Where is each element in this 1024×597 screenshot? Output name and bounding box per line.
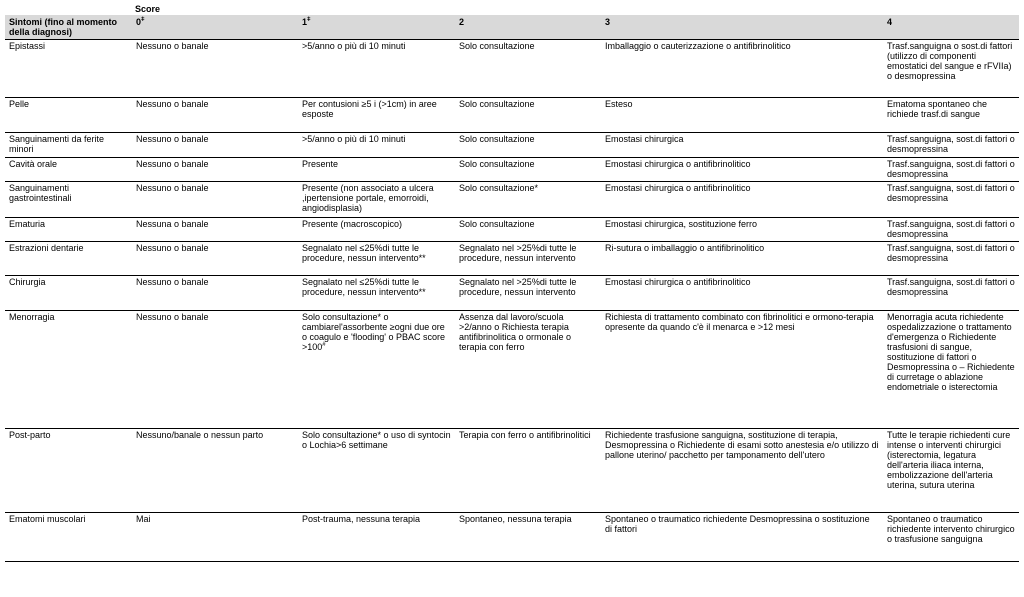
cell-score-3: Emostasi chirurgica bbox=[601, 133, 883, 158]
cell-symptom: Cavità orale bbox=[5, 158, 132, 182]
cell-score-0: Nessuno o banale bbox=[132, 40, 298, 98]
score-title: Score bbox=[135, 4, 161, 14]
cell-score-2: Assenza dal lavoro/scuola >2/anno o Richiesta terapia antifibrinolitica o ormonale o terapia con ferro bbox=[455, 311, 601, 429]
cell-score-1: Per contusioni ≥5 i (>1cm) in aree esposte bbox=[298, 98, 455, 133]
cell-score-4: Trasf.sanguigna, sost.di fattori o desmopressina bbox=[883, 276, 1019, 311]
cell-score-3: Spontaneo o traumatico richiedente Desmopressina o sostituzione di fattori bbox=[601, 513, 883, 562]
cell-score-3: Emostasi chirurgica o antifibrinolitico bbox=[601, 158, 883, 182]
table-row bbox=[5, 311, 1019, 429]
cell-score-2: Solo consultazione bbox=[455, 133, 601, 158]
cell-score-1-sup: # bbox=[322, 342, 326, 348]
cell-score-4: Trasf.sanguigna, sost.di fattori o desmopressina bbox=[883, 158, 1019, 182]
table-row bbox=[5, 218, 1019, 242]
cell-score-0: Nessuno o banale bbox=[132, 311, 298, 429]
header-score-0-label: 0 bbox=[136, 17, 142, 27]
header-score-4: 4 bbox=[883, 15, 1019, 40]
cell-score-3: Imballaggio o cauterizzazione o antifibrinolitico bbox=[601, 40, 883, 98]
cell-score-2: Solo consultazione bbox=[455, 40, 601, 98]
cell-score-2: Spontaneo, nessuna terapia bbox=[455, 513, 601, 562]
cell-symptom: Sanguinamenti da ferite minori bbox=[5, 133, 132, 158]
cell-score-4: Tutte le terapie richiedenti cure intense o interventi chirurgici (isterectomia, legatura dell'arteria iliaca interna, embolizzazione dell'arteria uterina, sutura uterina bbox=[883, 429, 1019, 513]
cell-score-1: Segnalato nel ≤25%di tutte le procedure, nessun intervento** bbox=[298, 276, 455, 311]
cell-symptom: Estrazioni dentarie bbox=[5, 242, 132, 276]
table-row bbox=[5, 182, 1019, 218]
cell-score-4: Trasf.sanguigna, sost.di fattori o desmopressina bbox=[883, 182, 1019, 218]
header-score-1-sup: ǂ bbox=[307, 17, 311, 23]
header-score-1-label: 1 bbox=[302, 17, 308, 27]
cell-score-3: Emostasi chirurgica, sostituzione ferro bbox=[601, 218, 883, 242]
cell-score-2: Segnalato nel >25%di tutte le procedure, nessun intervento bbox=[455, 242, 601, 276]
table-row bbox=[5, 276, 1019, 311]
bleeding-score-table bbox=[5, 15, 1019, 562]
cell-score-1: >5/anno o più di 10 minuti bbox=[298, 40, 455, 98]
header-score-3: 3 bbox=[601, 15, 883, 40]
table-row bbox=[5, 429, 1019, 513]
cell-score-4: Trasf.sanguigna, sost.di fattori o desmopressina bbox=[883, 133, 1019, 158]
cell-score-2: Solo consultazione bbox=[455, 158, 601, 182]
cell-score-0: Nessuno o banale bbox=[132, 133, 298, 158]
table-row bbox=[5, 513, 1019, 562]
cell-score-1: Segnalato nel ≤25%di tutte le procedure, nessun intervento** bbox=[298, 242, 455, 276]
header-score-1 bbox=[298, 15, 455, 40]
table-row bbox=[5, 242, 1019, 276]
cell-score-4: Trasf.sanguigna o sost.di fattori (utilizzo di componenti emostatici del sangue e rFVIIa) o desmopressina bbox=[883, 40, 1019, 98]
header-score-0 bbox=[132, 15, 298, 40]
cell-score-0: Nessuno o banale bbox=[132, 158, 298, 182]
cell-score-1 bbox=[298, 311, 455, 429]
header-score-2: 2 bbox=[455, 15, 601, 40]
header-row bbox=[5, 15, 1019, 40]
table-row bbox=[5, 98, 1019, 133]
cell-score-3: Emostasi chirurgica o antifibrinolitico bbox=[601, 276, 883, 311]
cell-score-3: Richiedente trasfusione sanguigna, sostituzione di terapia, Desmopressina o Richiedente di esami sotto anestesia e/o utilizzo di pallone uterino/ pacchetto per tamponamento dell'utero bbox=[601, 429, 883, 513]
cell-score-1: Post-trauma, nessuna terapia bbox=[298, 513, 455, 562]
cell-symptom: Sanguinamenti gastrointestinali bbox=[5, 182, 132, 218]
cell-score-3: Ri-sutura o imballaggio o antifibrinolitico bbox=[601, 242, 883, 276]
cell-score-0: Nessuno o banale bbox=[132, 242, 298, 276]
cell-score-4: Spontaneo o traumatico richiedente intervento chirurgico o trasfusione sanguigna bbox=[883, 513, 1019, 562]
cell-score-4: Ematoma spontaneo che richiede trasf.di sangue bbox=[883, 98, 1019, 133]
cell-score-1-text: Solo consultazione* o cambiarel'assorbente ≥ogni due ore o coagulo e 'flooding' o PBAC score >100 bbox=[302, 312, 446, 352]
cell-score-2: Solo consultazione* bbox=[455, 182, 601, 218]
cell-symptom: Chirurgia bbox=[5, 276, 132, 311]
cell-score-1: Presente bbox=[298, 158, 455, 182]
cell-score-0: Mai bbox=[132, 513, 298, 562]
cell-score-0: Nessuna o banale bbox=[132, 218, 298, 242]
table-row bbox=[5, 40, 1019, 98]
header-symptoms: Sintomi (fino al momento della diagnosi) bbox=[5, 15, 132, 40]
cell-score-0: Nessuno o banale bbox=[132, 98, 298, 133]
table-row bbox=[5, 133, 1019, 158]
cell-score-2: Segnalato nel >25%di tutte le procedure, nessun intervento bbox=[455, 276, 601, 311]
cell-score-0: Nessuno o banale bbox=[132, 276, 298, 311]
cell-symptom: Ematuria bbox=[5, 218, 132, 242]
cell-score-2: Solo consultazione bbox=[455, 218, 601, 242]
cell-score-1: >5/anno o più di 10 minuti bbox=[298, 133, 455, 158]
cell-score-3: Esteso bbox=[601, 98, 883, 133]
header-score-0-sup: ǂ bbox=[141, 17, 145, 23]
table-row bbox=[5, 158, 1019, 182]
cell-symptom: Menorragia bbox=[5, 311, 132, 429]
cell-symptom: Ematomi muscolari bbox=[5, 513, 132, 562]
cell-score-1: Presente (macroscopico) bbox=[298, 218, 455, 242]
cell-score-0: Nessuno o banale bbox=[132, 182, 298, 218]
cell-score-2: Solo consultazione bbox=[455, 98, 601, 133]
cell-symptom: Post-parto bbox=[5, 429, 132, 513]
cell-score-4: Trasf.sanguigna, sost.di fattori o desmopressina bbox=[883, 218, 1019, 242]
cell-score-2: Terapia con ferro o antifibrinolitici bbox=[455, 429, 601, 513]
cell-score-4: Menorragia acuta richiedente ospedalizzazione o trattamento d'emergenza o Richiedente trasfusioni di sangue, sostituzione di fattori o Desmopressina o – Richiedente di curretage o ablazione endometriale o isterectomia bbox=[883, 311, 1019, 429]
cell-score-1: Presente (non associato a ulcera ,ipertensione portale, emorroidi, angiodisplasia) bbox=[298, 182, 455, 218]
cell-score-3: Richiesta di trattamento combinato con fibrinolitici e ormono-terapia opresente da quando c'è il menarca e >12 mesi bbox=[601, 311, 883, 429]
cell-score-4: Trasf.sanguigna, sost.di fattori o desmopressina bbox=[883, 242, 1019, 276]
cell-score-0: Nessuno/banale o nessun parto bbox=[132, 429, 298, 513]
cell-score-3: Emostasi chirurgica o antifibrinolitico bbox=[601, 182, 883, 218]
cell-symptom: Epistassi bbox=[5, 40, 132, 98]
cell-symptom: Pelle bbox=[5, 98, 132, 133]
cell-score-1: Solo consultazione* o uso di syntocin o Lochia>6 settimane bbox=[298, 429, 455, 513]
